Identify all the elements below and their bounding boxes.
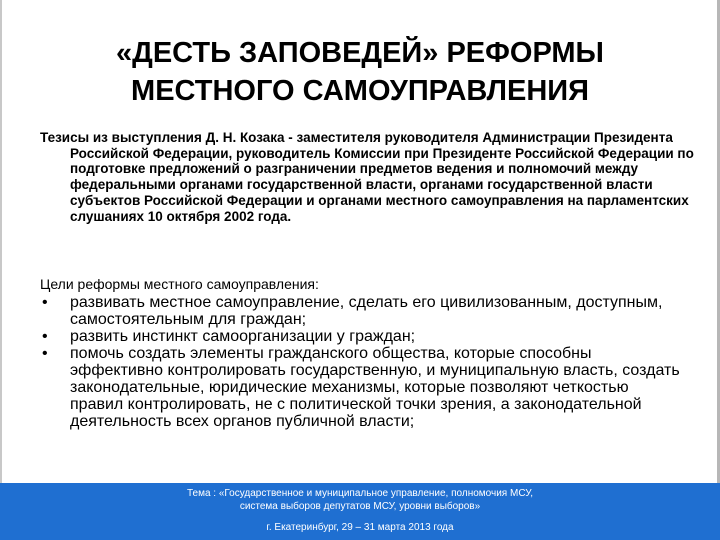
title-line-2: МЕСТНОГО САМОУПРАВЛЕНИЯ xyxy=(131,75,589,107)
slide-title xyxy=(40,34,680,110)
left-border xyxy=(0,0,2,483)
goals-list xyxy=(40,294,680,430)
bullet-icon: • xyxy=(42,328,48,345)
list-item xyxy=(40,328,680,345)
footer-location-date: г. Екатеринбург, 29 – 31 марта 2013 года xyxy=(266,522,454,533)
list-item xyxy=(40,345,680,430)
bullet-icon: • xyxy=(42,294,48,311)
list-item-text: помочь создать элементы гражданского общества, которые способны эффективно контролировать государственную, и муниципальную власть, создать законодательные, юридические механизмы, которые позволяют четкостью правил контролировать, не с политической точки зрения, а законодательной деятельность всех органов публичной власти; xyxy=(70,345,680,430)
goals-heading: Цели реформы местного самоуправления: xyxy=(40,276,319,292)
bullet-icon: • xyxy=(42,345,48,362)
footer-topic-line-1: Тема : «Государственное и муниципальное управление, полномочия МСУ, xyxy=(186,488,534,499)
list-item-text: развить инстинкт самоорганизации у граждан; xyxy=(70,328,416,345)
footer-banner xyxy=(0,483,720,540)
intro-paragraph: Тезисы из выступления Д. Н. Козака - заместителя руководителя Администрации Президента Российской Федерации, руководитель Комиссии при Президенте Российской Федерации по подготовке предложений о разграничении предметов ведения и полномочий между федеральными органами государственной власти, органами государственной власти субъектов Российской Федерации и органами местного самоуправления на парламентских слушаниях 10 октября 2002 года. xyxy=(40,130,694,224)
title-line-1: «ДЕСТЬ ЗАПОВЕДЕЙ» РЕФОРМЫ xyxy=(116,37,604,69)
list-item xyxy=(40,294,680,328)
footer-topic-line-2: система выборов депутатов МСУ, уровни выборов» xyxy=(239,501,481,512)
list-item-text: развивать местное самоуправление, сделать его цивилизованным, доступным, самостоятельным для граждан; xyxy=(70,294,663,328)
